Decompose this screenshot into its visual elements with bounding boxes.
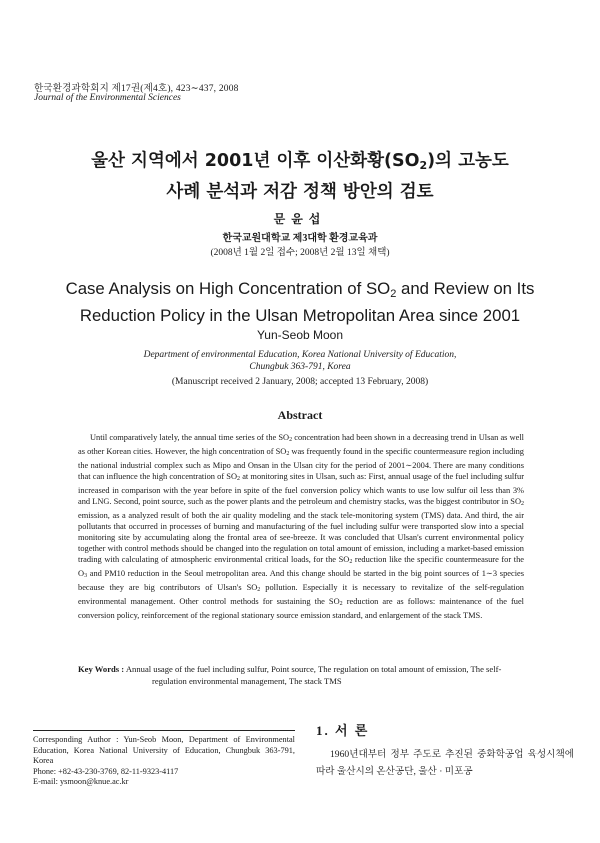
footnote-divider xyxy=(33,730,295,731)
journal-name: Journal of the Environmental Sciences xyxy=(34,93,181,103)
journal-citation: 한국환경과학회지 제17권(제4호), 423∼437, 2008 xyxy=(34,84,239,94)
section-body-introduction: 1960년대부터 정부 주도로 추진된 중화학공업 육성시책에 따라 울산시의 온산공단, 울산 · 미포공 xyxy=(316,749,574,777)
english-author: Yun-Seob Moon xyxy=(256,328,344,342)
english-department: Department of environmental Education, Korea National University of Education, Chungbuk 363-791, Korea xyxy=(143,350,457,372)
korean-title-line1: 울산 지역에서 2001년 이후 이산화황$(SO_2)$의 고농도 xyxy=(91,151,509,172)
korean-title-line2: 사례 분석과 저감 정책 방안의 검토 xyxy=(166,182,434,202)
manuscript-dates: (Manuscript received 2 January, 2008; accepted 13 February, 2008) xyxy=(171,377,429,387)
footnote-phone: Phone: +82-43-230-3769, 82-11-9323-4117 xyxy=(33,766,179,776)
abstract-heading: Abstract xyxy=(277,408,323,422)
korean-received-date: (2008년 1월 2일 접수; 2008년 2월 13일 채택) xyxy=(210,248,390,258)
english-title xyxy=(30,278,570,326)
korean-affiliation: 한국교원대학교 제3대학 환경교육과 xyxy=(222,233,378,244)
korean-title xyxy=(40,148,560,205)
keywords xyxy=(78,663,524,687)
keywords-label: Key Words : xyxy=(78,664,125,674)
abstract-body: Until comparatively lately, the annual time series of the SO2 concentration had been shown in a decreasing trend in Ulsan as well as other Korean cities. However, the high concentration of SO2 was frequently found in the specific countermeasure region including the national industrial complex such as Mipo and Onsan in the Ulsan city for the period of 2001∼2004. There are many conditions that can influence the high concentration of SO2 at monitoring sites in Ulsan, such as: First, annual usage of the fuel including sulfur increased in comparison with the year before in spite of the fuel conversion policy which wants to use low sulfur oil less than 3% and LNG. Second, point source, such as the power plants and the petroleum and chemistry stacks, was the biggest contributor in SO2 emission, as a analyzed result of both the air quality modeling and the stack tele-monitoring system (TMS) data. And third, the air pollutants that occurred in processes of burning and manufacturing of the fuel including sulfur were transported slow into a special monitoring site by accumulating along the frontal area of see-breeze. It was concluded that Ulsan's current environmental policy together with control methods should be changed into the regulation on total amount of emission, including a market-based emission trading with calculating of atmospheric environmental critical loads, for the SO2 reduction like the specific countermeasure for the O3 and PM10 reduction in the Seoul metropolitan area. And this change should be started in the big point sources of 1∼3 species because they are big contributors of Ulsan's SO2 pollution. Especially it is necessary to revitalize of the self-regulation environmental management. Other control methods for sustaining the SO2 reduction are as follows: maintenance of the fuel conversion policy, reinforcement of the regional stationary source emission standard, and enlargement of the stack TMS. xyxy=(78,433,524,620)
section-heading-introduction: 1. 서 론 xyxy=(316,723,370,738)
corresponding-author-footnote: Corresponding Author : Yun-Seob Moon, Department of Environmental Education, Korea National University of Education, Chungbuk 363-791, Korea Phone: +82-43-230-3769, 82-11-9323-4117 E-mail: ysmoon@knue.ac.kr xyxy=(33,735,295,786)
keywords-text: Annual usage of the fuel including sulfur, Point source, The regulation on total amount of emission, The self-regulation environmental management, The stack TMS xyxy=(125,664,502,686)
korean-author: 문윤섭 xyxy=(273,212,327,226)
footnote-email: E-mail: ysmoon@knue.ac.kr xyxy=(33,777,129,786)
english-title-line2: Reduction Policy in the Ulsan Metropolitan Area since 2001 xyxy=(79,306,521,325)
english-title-line1: Case Analysis on High Concentration of $SO_2$ and Review on Its xyxy=(65,279,535,300)
